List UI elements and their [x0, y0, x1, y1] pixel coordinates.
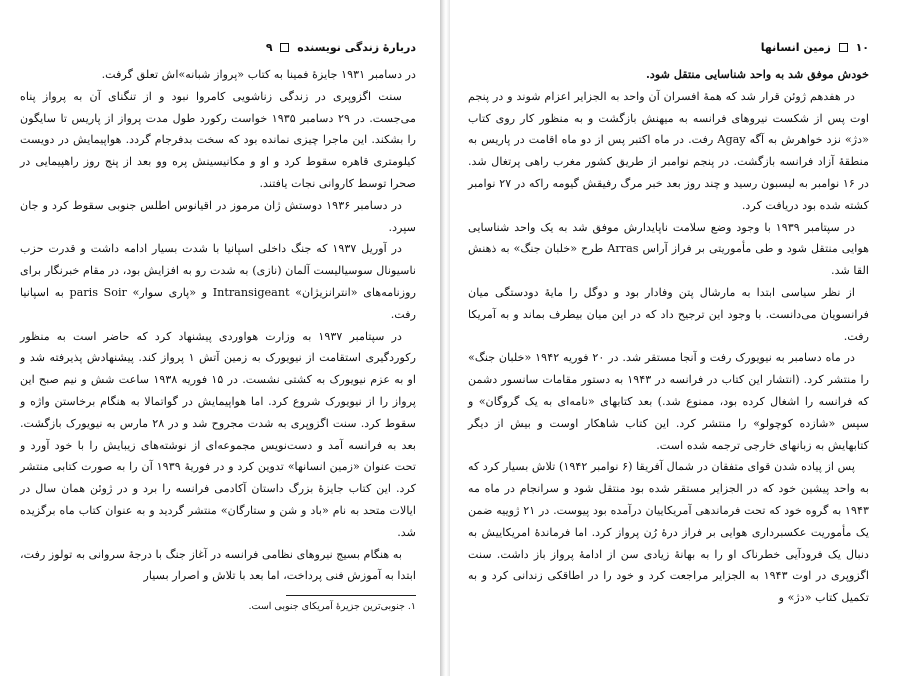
- paragraph: در سپتامبر ۱۹۳۹ با وجود وضع سلامت ناپایدارش موفق شد به یک واحد شناسایی هوایی منتقل شود و طی مأموریتی بر فراز آراس Arras طرح «خلبان جنگ» به ذهنش القا شد.: [468, 220, 870, 278]
- header-separator-box: [280, 43, 289, 52]
- paragraph: در دسامبر ۱۹۳۶ دوستش ژان مرموز در اقیانوس اطلس جنوبی سقوط کرد و جان سپرد.: [20, 198, 416, 234]
- right-page: [450, 0, 903, 676]
- right-header-title-group: [761, 41, 869, 54]
- left-page-number: ۹: [265, 40, 273, 54]
- paragraph: در آوریل ۱۹۳۷ که جنگ داخلی اسپانیا با شدت بسیار ادامه داشت و قدرت حزب ناسیونال سوسیالیست آلمان (نازی) به شدت رو به افزایش بود، در مقام خبرنگار برای روزنامه‌های «انترانزیژان» Intransigeant و «پاری سوار» paris Soir به اسپانیا رفت.: [20, 242, 416, 321]
- paragraph: خودش موفق شد به واحد شناسایی منتقل شود.: [646, 67, 869, 81]
- paragraph: در سپتامبر ۱۹۳۷ به وزارت هواوردی پیشنهاد کرد که حاضر است به منظور رکوردگیری استقامت از نیویورک به زمین آتش ۱ پرواز کند. پیشنهادش پذیرفته شد و او به عزم نیویورک به کشتی نشست. در ۱۵ فوریه ۱۹۳۸ ساعت شش و نیم صبح این پرواز را از نیویورک شروع کرد. اما هواپیمایش در گواتمالا به هنگام برخاستن واژه و سقوط کرد. سنت اگزوپری به شدت مجروح شد و در ۲۸ مارس به نیویورک بازگشت. بعد به فرانسه آمد و دست‌نویس مجموعه‌ای از نوشته‌های زیبایش را با خود آورد و تحت عنوان «زمین انسانها» تدوین کرد و در فوریهٔ ۱۹۳۹ آن را به صورت کتابی منتشر کرد. این کتاب جایزهٔ بزرگ داستان آکادمی فرانسه را برد و در ژوئن همان سال در ایالات متحد به نام «باد و شن و ستارگان» منتشر گردید و به عنوان کتاب ماه برگزیده شد.: [20, 329, 417, 539]
- left-page-header: [20, 40, 416, 54]
- right-page-number: ۱۰: [855, 40, 869, 54]
- paragraph: در ماه دسامبر به نیویورک رفت و آنجا مستقر شد. در ۲۰ فوریه ۱۹۴۲ «خلبان جنگ» را منتشر کرد. (انتشار این کتاب در فرانسه در ۱۹۴۳ به دستور مقامات سانسور دشمن که فرانسه را اشغال کرده بود، ممنوع شد.) بعد کتابهای «نامه‌ای به یک گروگان» و سپس «شازده کوچولو» را منتشر کرد. این کتاب شاهکار اوست و بیش از دیگر کتابهایش به زبانهای خارجی ترجمه شده است.: [468, 351, 870, 452]
- book-gutter: [440, 0, 450, 676]
- left-page: [0, 0, 440, 676]
- paragraph: سنت اگزوپری در زندگی زناشویی کامروا نبود و از تنگنای آن به پرواز پناه می‌جست. در ۲۹ دسامبر ۱۹۳۵ خواست رکورد طول مدت پرواز از پاریس تا سایگون را بشکند. این ماجرا چیزی نمانده بود که سخت بدفرجام گردد. هواپیمایش در دویست کیلومتری قاهره سقوط کرد و او و مکانیسینش پره وو بعد از پنج روز راهپیمایی در صحرا توسط کاروانی نجات یافتند.: [20, 89, 416, 190]
- paragraph: به هنگام بسیج نیروهای نظامی فرانسه در آغاز جنگ با درجهٔ سروانی به تولوز رفت، ابتدا به آموزش فنی پرداخت، اما بعد با تلاش و اصرار بسیار: [20, 547, 416, 583]
- paragraph: پس از پیاده شدن قوای متفقان در شمال آفریقا (۶ نوامبر ۱۹۴۲) تلاش بسیار کرد که به واحد پیشین خود که در الجزایر مستقر شده بود منتقل شود و سرانجام در ماه مه ۱۹۴۳ به گروه خود که تحت فرماندهی آمریکاییان درآمده بود پیوست. در ۲۱ ژوییه ضمن یک مأموریت عکسبرداری هوایی بر فراز درهٔ رُن پرواز کرد. اما فرماندهٔ امریکاییش به دنبال یک فرودآیی خطرناک او را به بهانهٔ زیادی سن از ادامهٔ پرواز باز داشت. سنت اگزوپری در اوت ۱۹۴۳ به الجزایر مراجعت کرد و خود را در اطاقکی زندانی کرد و به تکمیل کتاب «دژ» و: [468, 460, 869, 605]
- paragraph: در دسامبر ۱۹۳۱ جایزهٔ فمینا به کتاب «پرواز شبانه»اش تعلق گرفت.: [101, 68, 416, 81]
- footnote: ۱. جنوبی‌ترین جزیرهٔ آمریکای جنوبی است.: [248, 601, 416, 613]
- footnote-rule: [286, 595, 416, 596]
- left-header-title-group: [266, 41, 416, 54]
- paragraph: از نظر سیاسی ابتدا به مارشال پتن وفادار بود و دوگل را مایهٔ دودستگی میان فرانسویان می‌دانست. با وجود این ترجیح داد که در این میان بیطرف بماند و به آمریکا رفت.: [468, 285, 869, 343]
- paragraph: در هفدهم ژوئن قرار شد که همهٔ افسران آن واحد به الجزایر اعزام شوند و در پنجم اوت پس از شکست نیروهای فرانسه به میهنش بازگشت و به منظور کار روی کتاب «دژ» نزد خواهرش به آگه Agay رفت. در ماه اکتبر پس از دو ماه اقامت در پاریس به منطقهٔ آزاد فرانسه بازگشت. در پنجم نوامبر از طریق کشور مغرب راهی پرتغال شد. در ۱۶ نوامبر به لیسبون رسید و چند روز بعد خبر مرگ رفیقش گیومه راکه در ۲۷ نوامبر کشته شده بود دریافت کرد.: [468, 89, 870, 212]
- header-separator-box: [839, 43, 848, 52]
- right-header-title: زمین انسانها: [760, 40, 831, 54]
- left-header-title: دربارهٔ زندگی نویسنده: [297, 40, 416, 54]
- left-body-text: [20, 64, 416, 587]
- right-body-text: [468, 64, 869, 609]
- right-page-header: [468, 40, 869, 54]
